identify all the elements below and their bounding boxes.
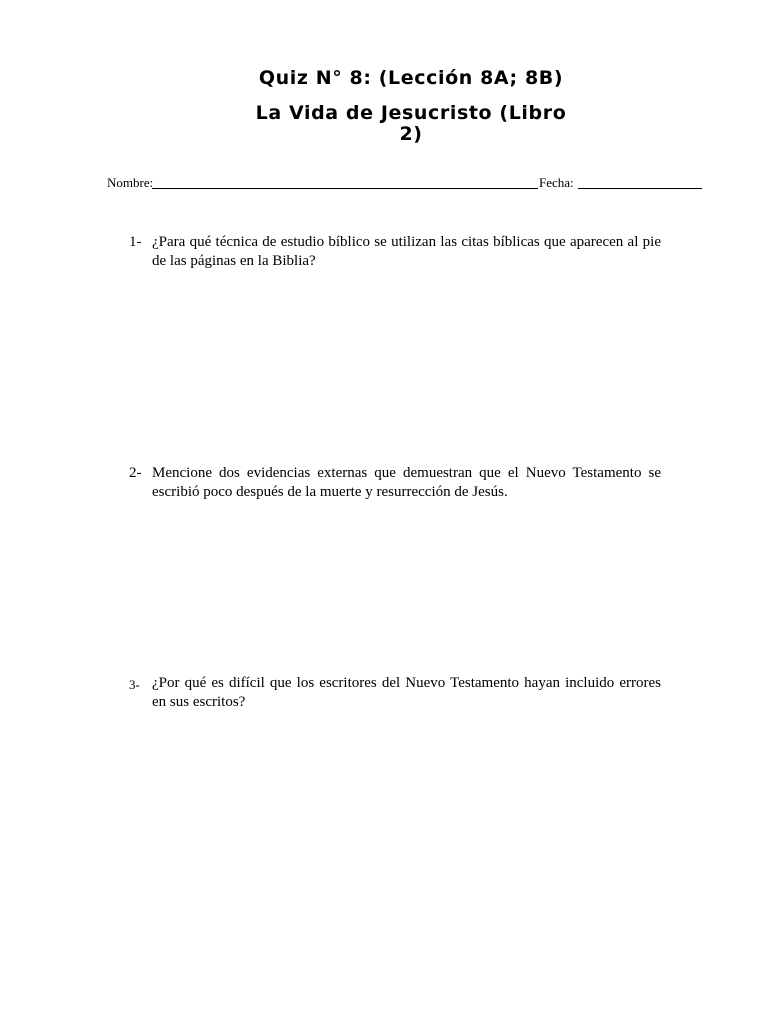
student-info-row bbox=[107, 174, 703, 192]
question-item bbox=[129, 674, 661, 712]
quiz-subtitle: La Vida de Jesucristo (Libro 2) bbox=[255, 102, 567, 145]
question-item bbox=[129, 233, 661, 271]
question-number: 3- bbox=[129, 677, 140, 692]
date-label: Fecha: bbox=[539, 175, 574, 190]
question-item bbox=[129, 464, 661, 502]
name-field[interactable] bbox=[152, 188, 538, 189]
name-label: Nombre: bbox=[107, 175, 154, 190]
question-number: 2- bbox=[129, 465, 142, 481]
question-text: ¿Para qué técnica de estudio bíblico se utilizan las citas bíblicas que aparecen al pie de las páginas en la Biblia? bbox=[152, 234, 661, 269]
date-field[interactable] bbox=[578, 188, 702, 189]
question-text: Mencione dos evidencias externas que demuestran que el Nuevo Testamento se escribió poco después de la muerte y resurrección de Jesús. bbox=[152, 465, 661, 500]
question-text: ¿Por qué es difícil que los escritores del Nuevo Testamento hayan incluido errores en sus escritos? bbox=[152, 675, 661, 710]
question-number: 1- bbox=[129, 234, 142, 250]
quiz-title: Quiz N° 8: (Lección 8A; 8B) bbox=[258, 67, 564, 89]
